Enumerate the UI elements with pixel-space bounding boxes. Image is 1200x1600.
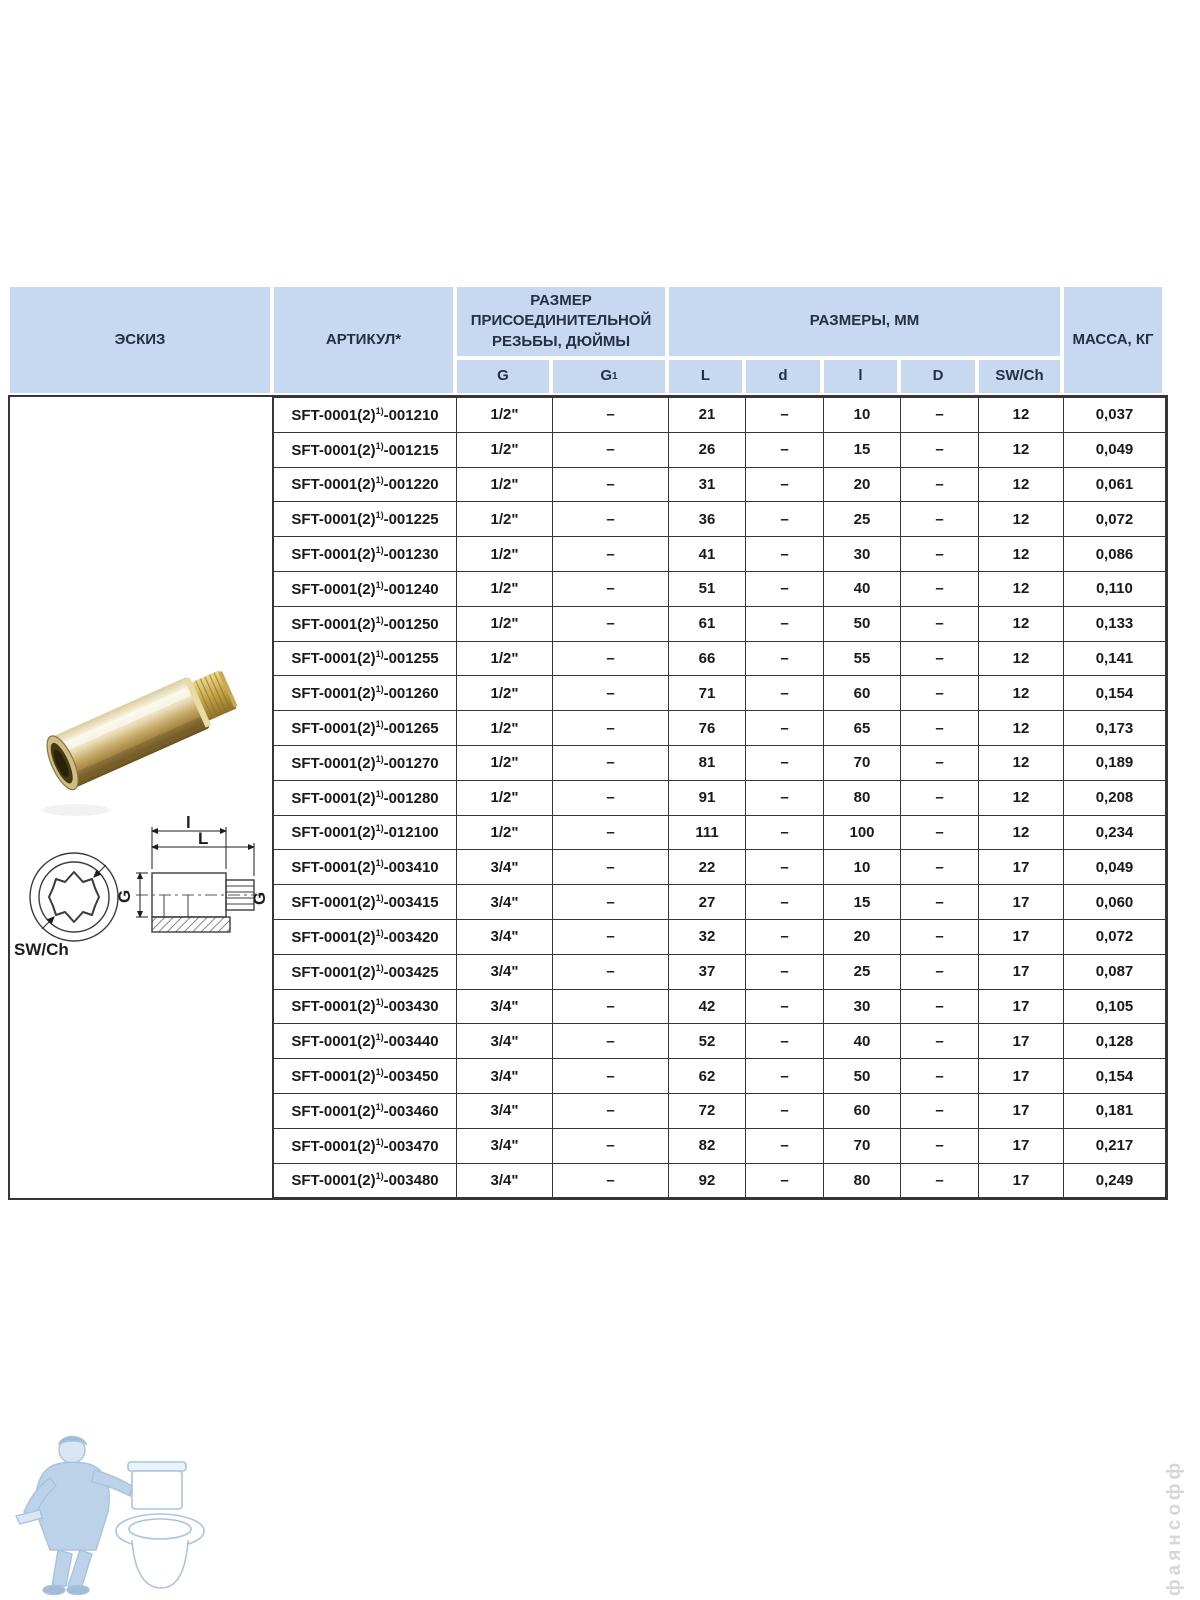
cell-sw-ch: 12: [979, 676, 1064, 711]
cell-article: SFT-$0001(2)^{1)}-001280$: [274, 780, 457, 815]
table-row: [274, 954, 1166, 989]
label-G-left: G: [115, 889, 134, 903]
cell-g: 1/2": [457, 711, 553, 746]
cell-sw-ch: 17: [979, 1024, 1064, 1059]
table-row: [274, 502, 1166, 537]
cell-g1: –: [553, 676, 669, 711]
cell-D: –: [901, 1128, 979, 1163]
cell-D: –: [901, 571, 979, 606]
cell-mass: 0,181: [1064, 1093, 1166, 1128]
cell-D: –: [901, 537, 979, 572]
label-sw-ch: SW/Ch: [14, 940, 69, 959]
cell-g1: –: [553, 745, 669, 780]
cell-mass: 0,154: [1064, 676, 1166, 711]
cell-d: –: [746, 919, 824, 954]
cell-article: SFT-$0001(2)^{1)}-001260$: [274, 676, 457, 711]
cell-g1: –: [553, 815, 669, 850]
cell-mass: 0,128: [1064, 1024, 1166, 1059]
cell-article: SFT-$0001(2)^{1)}-001270$: [274, 745, 457, 780]
cell-d: –: [746, 954, 824, 989]
header-sketch: ЭСКИЗ: [8, 285, 272, 395]
end-view: [30, 853, 118, 941]
cell-sw-ch: 12: [979, 502, 1064, 537]
cell-g1: –: [553, 537, 669, 572]
cell-g: 1/2": [457, 745, 553, 780]
cell-g1: –: [553, 1024, 669, 1059]
cell-g: 3/4": [457, 1163, 553, 1198]
cell-article: SFT-$0001(2)^{1)}-001215$: [274, 432, 457, 467]
table-row: [274, 641, 1166, 676]
table-row: [274, 432, 1166, 467]
plumber-shoe: [43, 1586, 65, 1595]
cell-g: 1/2": [457, 571, 553, 606]
table-row: [274, 1128, 1166, 1163]
cell-D: –: [901, 989, 979, 1024]
cell-l: 30: [824, 989, 901, 1024]
cell-l: 15: [824, 432, 901, 467]
spline-profile: [49, 872, 99, 922]
cell-d: –: [746, 850, 824, 885]
cell-article: SFT-$0001(2)^{1)}-003460$: [274, 1093, 457, 1128]
header-sub-D: D: [899, 358, 977, 395]
dimension-l: [152, 827, 226, 869]
cell-D: –: [901, 606, 979, 641]
cell-d: –: [746, 432, 824, 467]
cell-g1: –: [553, 989, 669, 1024]
cell-g1: –: [553, 954, 669, 989]
cell-d: –: [746, 606, 824, 641]
cell-L: 26: [669, 432, 746, 467]
cell-D: –: [901, 502, 979, 537]
cell-mass: 0,087: [1064, 954, 1166, 989]
cell-article: SFT-$0001(2)^{1)}-003470$: [274, 1128, 457, 1163]
cell-d: –: [746, 1128, 824, 1163]
cell-sw-ch: 12: [979, 467, 1064, 502]
cell-g1: –: [553, 571, 669, 606]
cell-D: –: [901, 954, 979, 989]
cell-L: 71: [669, 676, 746, 711]
cell-g: 1/2": [457, 537, 553, 572]
label-l: l: [186, 815, 191, 832]
pipe-wrench: [16, 1510, 42, 1524]
cell-L: 32: [669, 919, 746, 954]
toilet-tank-lid: [128, 1462, 186, 1471]
cell-l: 50: [824, 1059, 901, 1094]
cell-g: 1/2": [457, 502, 553, 537]
cell-g1: –: [553, 850, 669, 885]
table-row: [274, 989, 1166, 1024]
rows-container: [274, 398, 1166, 1198]
table-row: [274, 885, 1166, 920]
cell-mass: 0,072: [1064, 502, 1166, 537]
cell-g1: –: [553, 885, 669, 920]
cell-L: 61: [669, 606, 746, 641]
table-row: [274, 780, 1166, 815]
table-row: [274, 850, 1166, 885]
cell-article: SFT-$0001(2)^{1)}-003420$: [274, 919, 457, 954]
table-row: [274, 1059, 1166, 1094]
cell-g: 3/4": [457, 1128, 553, 1163]
cell-article: SFT-$0001(2)^{1)}-001225$: [274, 502, 457, 537]
cell-mass: 0,189: [1064, 745, 1166, 780]
cell-sw-ch: 12: [979, 398, 1064, 433]
cell-L: 31: [669, 467, 746, 502]
cell-L: 52: [669, 1024, 746, 1059]
cell-mass: 0,173: [1064, 711, 1166, 746]
cell-g: 1/2": [457, 432, 553, 467]
cell-l: 15: [824, 885, 901, 920]
cell-l: 20: [824, 919, 901, 954]
table-header: [8, 285, 1164, 395]
cell-sw-ch: 17: [979, 1059, 1064, 1094]
cell-article: SFT-$0001(2)^{1)}-001220$: [274, 467, 457, 502]
cell-sw-ch: 12: [979, 606, 1064, 641]
cell-g1: –: [553, 1093, 669, 1128]
sketch-cell: [10, 397, 273, 1198]
cell-article: SFT-$0001(2)^{1)}-001255$: [274, 641, 457, 676]
cell-article: SFT-$0001(2)^{1)}-001230$: [274, 537, 457, 572]
cell-l: 10: [824, 850, 901, 885]
table-body: [8, 395, 1168, 1200]
cell-D: –: [901, 815, 979, 850]
cell-l: 50: [824, 606, 901, 641]
cell-g: 3/4": [457, 885, 553, 920]
technical-drawing: [12, 815, 271, 963]
cell-mass: 0,105: [1064, 989, 1166, 1024]
cell-g1: –: [553, 398, 669, 433]
cell-sw-ch: 12: [979, 641, 1064, 676]
cell-l: 20: [824, 467, 901, 502]
cell-L: 72: [669, 1093, 746, 1128]
cell-l: 70: [824, 1128, 901, 1163]
brass-fitting-body: [41, 662, 242, 794]
table-row: [274, 467, 1166, 502]
toilet-tank: [132, 1471, 182, 1509]
cell-sw-ch: 12: [979, 537, 1064, 572]
cell-g: 3/4": [457, 850, 553, 885]
cell-l: 55: [824, 641, 901, 676]
cell-sw-ch: 17: [979, 989, 1064, 1024]
cell-d: –: [746, 745, 824, 780]
cell-g1: –: [553, 502, 669, 537]
cell-mass: 0,133: [1064, 606, 1166, 641]
cell-g: 1/2": [457, 780, 553, 815]
cell-D: –: [901, 676, 979, 711]
cell-g: 1/2": [457, 815, 553, 850]
cell-g: 3/4": [457, 1093, 553, 1128]
cell-sw-ch: 17: [979, 1163, 1064, 1198]
cell-D: –: [901, 1024, 979, 1059]
cell-mass: 0,037: [1064, 398, 1166, 433]
cell-article: SFT-$0001(2)^{1)}-012100$: [274, 815, 457, 850]
cell-article: SFT-$0001(2)^{1)}-003480$: [274, 1163, 457, 1198]
cell-D: –: [901, 919, 979, 954]
cell-article: SFT-$0001(2)^{1)}-003410$: [274, 850, 457, 885]
cell-L: 81: [669, 745, 746, 780]
cell-L: 21: [669, 398, 746, 433]
table-row: [274, 711, 1166, 746]
table-row: [274, 606, 1166, 641]
cell-d: –: [746, 885, 824, 920]
cell-mass: 0,061: [1064, 467, 1166, 502]
cell-article: SFT-$0001(2)^{1)}-003430$: [274, 989, 457, 1024]
label-G-right: G: [250, 891, 269, 905]
cell-g1: –: [553, 1163, 669, 1198]
header-thread-size-group: РАЗМЕР ПРИСОЕДИНИТЕЛЬНОЙ РЕЗЬБЫ, ДЮЙМЫ: [455, 285, 667, 358]
cell-g1: –: [553, 711, 669, 746]
vertical-watermark-text: фаянсофф: [1164, 1458, 1185, 1596]
cell-g: 3/4": [457, 989, 553, 1024]
plumber-leg: [52, 1550, 72, 1586]
cell-g: 1/2": [457, 606, 553, 641]
cell-D: –: [901, 467, 979, 502]
cell-l: 100: [824, 815, 901, 850]
cell-L: 36: [669, 502, 746, 537]
cell-d: –: [746, 571, 824, 606]
table-row: [274, 1024, 1166, 1059]
cell-g: 3/4": [457, 919, 553, 954]
cell-l: 70: [824, 745, 901, 780]
cell-D: –: [901, 432, 979, 467]
cell-D: –: [901, 1163, 979, 1198]
cell-mass: 0,060: [1064, 885, 1166, 920]
cell-d: –: [746, 1093, 824, 1128]
cell-g1: –: [553, 467, 669, 502]
cell-d: –: [746, 467, 824, 502]
cell-mass: 0,141: [1064, 641, 1166, 676]
cell-sw-ch: 12: [979, 711, 1064, 746]
header-sub-sw-ch: SW/Ch: [977, 358, 1062, 395]
cell-mass: 0,234: [1064, 815, 1166, 850]
cell-d: –: [746, 780, 824, 815]
cell-D: –: [901, 711, 979, 746]
table-row: [274, 537, 1166, 572]
cell-sw-ch: 12: [979, 571, 1064, 606]
table-row: [274, 571, 1166, 606]
header-mass: МАССА, КГ: [1062, 285, 1164, 395]
cell-d: –: [746, 711, 824, 746]
header-article: АРТИКУЛ*: [272, 285, 455, 395]
cell-sw-ch: 17: [979, 1093, 1064, 1128]
table-row: [274, 745, 1166, 780]
cell-L: 66: [669, 641, 746, 676]
cell-l: 40: [824, 571, 901, 606]
cell-article: SFT-$0001(2)^{1)}-001240$: [274, 571, 457, 606]
table-row: [274, 1093, 1166, 1128]
cell-article: SFT-$0001(2)^{1)}-001250$: [274, 606, 457, 641]
cell-l: 60: [824, 676, 901, 711]
cell-article: SFT-$0001(2)^{1)}-003425$: [274, 954, 457, 989]
cell-L: 82: [669, 1128, 746, 1163]
cell-L: 51: [669, 571, 746, 606]
table-row: [274, 676, 1166, 711]
cell-D: –: [901, 1059, 979, 1094]
cell-sw-ch: 12: [979, 815, 1064, 850]
table-row: [274, 919, 1166, 954]
cell-mass: 0,072: [1064, 919, 1166, 954]
cell-d: –: [746, 537, 824, 572]
table-row: [274, 815, 1166, 850]
cell-article: SFT-$0001(2)^{1)}-003450$: [274, 1059, 457, 1094]
cell-mass: 0,086: [1064, 537, 1166, 572]
cell-article: SFT-$0001(2)^{1)}-003440$: [274, 1024, 457, 1059]
cell-d: –: [746, 1059, 824, 1094]
cell-g1: –: [553, 1059, 669, 1094]
cell-l: 40: [824, 1024, 901, 1059]
cell-L: 42: [669, 989, 746, 1024]
product-table: [8, 285, 1164, 1200]
cell-d: –: [746, 502, 824, 537]
cell-article: SFT-$0001(2)^{1)}-001210$: [274, 398, 457, 433]
cell-g: 3/4": [457, 954, 553, 989]
cell-sw-ch: 17: [979, 885, 1064, 920]
table-row: [274, 1163, 1166, 1198]
cell-l: 25: [824, 502, 901, 537]
cell-g: 1/2": [457, 398, 553, 433]
cell-mass: 0,208: [1064, 780, 1166, 815]
cell-l: 80: [824, 1163, 901, 1198]
cell-sw-ch: 12: [979, 432, 1064, 467]
cell-article: SFT-$0001(2)^{1)}-001265$: [274, 711, 457, 746]
cell-l: 80: [824, 780, 901, 815]
cell-L: 92: [669, 1163, 746, 1198]
header-sub-L: L: [667, 358, 744, 395]
cell-D: –: [901, 641, 979, 676]
cell-l: 30: [824, 537, 901, 572]
cell-g1: –: [553, 780, 669, 815]
cell-g: 1/2": [457, 676, 553, 711]
cell-L: 27: [669, 885, 746, 920]
cell-g1: –: [553, 1128, 669, 1163]
header-sub-g1: G 1: [551, 358, 667, 395]
cell-d: –: [746, 676, 824, 711]
label-L: L: [198, 829, 209, 848]
cell-d: –: [746, 1163, 824, 1198]
cell-mass: 0,049: [1064, 850, 1166, 885]
cell-sw-ch: 17: [979, 954, 1064, 989]
cell-l: 65: [824, 711, 901, 746]
cell-D: –: [901, 398, 979, 433]
cell-L: 91: [669, 780, 746, 815]
header-sub-g: G: [455, 358, 551, 395]
cell-mass: 0,049: [1064, 432, 1166, 467]
data-table: [273, 397, 1166, 1198]
cell-g: 3/4": [457, 1024, 553, 1059]
cell-mass: 0,217: [1064, 1128, 1166, 1163]
cell-L: 76: [669, 711, 746, 746]
cell-D: –: [901, 885, 979, 920]
cell-D: –: [901, 780, 979, 815]
cell-g: 3/4": [457, 1059, 553, 1094]
cell-l: 10: [824, 398, 901, 433]
header-sub-g1-base: G: [600, 367, 613, 385]
table-row: [274, 398, 1166, 433]
header-dimensions-group: РАЗМЕРЫ, ММ: [667, 285, 1062, 358]
cell-d: –: [746, 815, 824, 850]
cell-sw-ch: 12: [979, 745, 1064, 780]
cell-g1: –: [553, 919, 669, 954]
cell-d: –: [746, 989, 824, 1024]
side-view: [152, 873, 254, 932]
plumber-figure: [16, 1437, 132, 1595]
header-sub-d: d: [744, 358, 822, 395]
cell-sw-ch: 17: [979, 850, 1064, 885]
cell-mass: 0,110: [1064, 571, 1166, 606]
cell-d: –: [746, 398, 824, 433]
toilet-base: [132, 1540, 188, 1588]
cell-sw-ch: 17: [979, 919, 1064, 954]
cell-D: –: [901, 1093, 979, 1128]
cell-g1: –: [553, 606, 669, 641]
cell-sw-ch: 17: [979, 1128, 1064, 1163]
cell-L: 111: [669, 815, 746, 850]
cell-g1: –: [553, 641, 669, 676]
cell-mass: 0,249: [1064, 1163, 1166, 1198]
cell-mass: 0,154: [1064, 1059, 1166, 1094]
cell-d: –: [746, 1024, 824, 1059]
cell-article: SFT-$0001(2)^{1)}-003415$: [274, 885, 457, 920]
cell-l: 25: [824, 954, 901, 989]
cell-L: 41: [669, 537, 746, 572]
cell-g: 1/2": [457, 641, 553, 676]
header-sub-l: l: [822, 358, 899, 395]
cell-D: –: [901, 745, 979, 780]
cell-d: –: [746, 641, 824, 676]
plumber-watermark: [10, 1428, 225, 1600]
cell-g1: –: [553, 432, 669, 467]
plumber-shoe: [67, 1586, 89, 1595]
cell-L: 37: [669, 954, 746, 989]
cell-g: 1/2": [457, 467, 553, 502]
cell-D: –: [901, 850, 979, 885]
cell-L: 62: [669, 1059, 746, 1094]
cell-L: 22: [669, 850, 746, 885]
product-photo-brass-extension: [34, 625, 252, 830]
cell-sw-ch: 12: [979, 780, 1064, 815]
cell-l: 60: [824, 1093, 901, 1128]
